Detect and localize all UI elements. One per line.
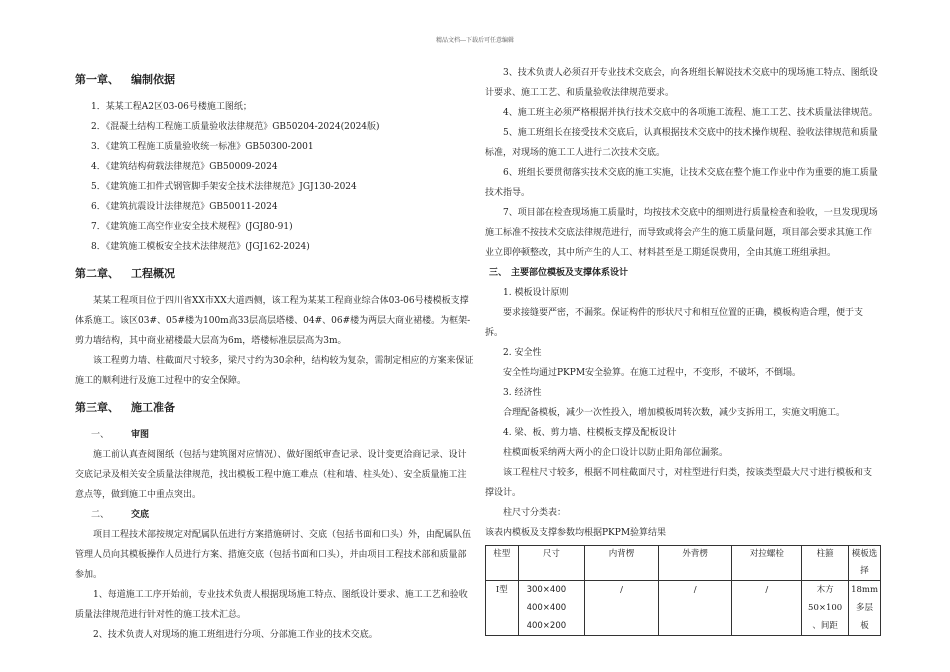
board-line: 板	[860, 621, 869, 631]
table-cell: Ⅰ型	[486, 581, 519, 636]
paragraph: 项目工程技术部按规定对配属队伍进行方案措施研讨、交底（包括书面和口头）外，由配属队伍管理人员向其模板操作人员进行方案、措施交底（包括书面和口头），并由项目工程技术部和质量部参加。	[75, 530, 472, 580]
section-number: 一、	[91, 430, 110, 440]
board-line: 18mm多层	[851, 585, 878, 613]
column-size-table	[485, 545, 881, 636]
chapter-number: 第一章、	[75, 73, 119, 86]
paragraph: 合理配备模板，减少一次性投入，增加模板周转次数，减少支拆用工，实施文明施工。	[503, 408, 846, 418]
chapter-1-heading	[75, 69, 475, 91]
table-cell	[802, 581, 849, 636]
reference-item: 7．《建筑施工高空作业安全技术规程》(JGJ80-91)	[91, 222, 293, 232]
table-cell	[849, 581, 881, 636]
left-column	[75, 63, 475, 645]
right-column	[485, 63, 880, 636]
reference-item: 3．《建筑工程施工质量验收统一标准》GB50300-2001	[91, 142, 314, 152]
hoop-line: 50×100	[808, 603, 843, 613]
section-number: 三、	[489, 268, 508, 278]
table-caption: 该表内模板及支撑参数均根据PKPM验算结果	[485, 528, 667, 538]
paragraph: 施工前认真查阅图纸（包括与建筑图对应情况）、做好图纸审查记录、设计变更洽商记录、设计交底记录及相关安全质量法律规范，找出模板工程中施工难点（柱和墙、柱头处）、安全质量施工注意点等，做到施工中重点突出。	[75, 450, 467, 500]
section-heading	[75, 425, 475, 445]
table-header-cell: 外背楞	[658, 546, 732, 581]
reference-item: 5．《建筑施工扣件式钢管脚手架安全技术法律规范》JGJ130-2024	[91, 182, 357, 192]
page-header: 精品文档---下载后可任意编辑	[435, 37, 515, 44]
reference-item: 1．某某工程A2区03-06号楼施工图纸；	[91, 102, 252, 112]
item-title: 4. 梁、板、剪力墙、柱模板支撑及配板设计	[503, 428, 677, 438]
paragraph: 3、技术负责人必须召开专业技术交底会，向各班组长解说技术交底中的现场施工特点、图纸设计要求、施工工艺、和质量验收法律规范要求。	[485, 68, 878, 98]
paragraph: 1、每道施工工序开始前，专业技术负责人根据现场施工特点、图纸设计要求、施工工艺和验收质量法律规范进行针对性的施工技术汇总。	[75, 590, 468, 620]
table-cell: /	[658, 581, 732, 636]
size-value: 300×400	[526, 585, 567, 595]
section-title: 交底	[131, 510, 150, 520]
chapter-3-heading	[75, 397, 475, 419]
hoop-line: 、间距	[812, 621, 838, 631]
size-value: 400×400	[526, 603, 567, 613]
paragraph: 2、技术负责人对现场的施工班组进行分项、分部施工作业的技术交底。	[93, 630, 378, 640]
item-title: 3. 经济性	[503, 388, 542, 398]
table-header-cell: 对拉螺栓	[732, 546, 802, 581]
paragraph: 柱尺寸分类表：	[503, 508, 567, 518]
paragraph: 柱模面板采纳两大两小的企口设计以防止阳角部位漏浆。	[503, 448, 729, 458]
table-header-cell: 模板选择	[849, 546, 881, 581]
paragraph: 4、施工班主必须严格根据并执行技术交底中的各项施工流程、施工工艺、技术质量法律规范。	[503, 108, 878, 118]
section-heading	[75, 505, 475, 525]
section-number: 二、	[91, 510, 110, 520]
size-value: 400×200	[526, 621, 567, 631]
table-cell: /	[585, 581, 659, 636]
item-title: 1. 模板设计原则	[503, 288, 569, 298]
reference-item: 4．《建筑结构荷载法律规范》GB50009-2024	[91, 162, 278, 172]
reference-item: 2．《混凝土结构工程施工质量验收法律规范》GB50204-2024(2024版)	[91, 122, 380, 132]
table-header-cell: 柱箍	[802, 546, 849, 581]
table-header-cell: 柱型	[486, 546, 519, 581]
paragraph: 该工程剪力墙、柱截面尺寸较多，梁尺寸约为30余种，结构较为复杂，需制定相应的方案来保证施工的顺利进行及施工过程中的安全保障。	[75, 356, 474, 386]
chapter-title: 施工准备	[131, 401, 175, 414]
paragraph: 5、施工班组长在接受技术交底后，认真根据技术交底中的技术操作规程、验收法律规范和质量标准，对现场的施工工人进行二次技术交底。	[485, 128, 878, 158]
table-row	[486, 581, 881, 636]
table-header-cell: 尺寸	[518, 546, 585, 581]
chapter-number: 第二章、	[75, 267, 119, 280]
reference-item: 6．《建筑抗震设计法律规范》GB50011-2024	[91, 202, 278, 212]
chapter-title: 工程概况	[131, 267, 175, 280]
table-cell: /	[732, 581, 802, 636]
section-heading	[485, 263, 880, 283]
paragraph: 7、项目部在检查现场施工质量时，均按技术交底中的细则进行质量检查和验收，一旦发现现场施工标准不按技术交底法律规范进行，而导致或将会产生的施工质量问题，项目部会要求其施工作业立即停顿整改，其中所产生的人工、材料甚至是工期延误费用，全由其施工班组承担。	[485, 208, 878, 258]
table-cell	[518, 581, 585, 636]
reference-item: 8．《建筑施工模板安全技术法律规范》(JGJ162-2024)	[91, 242, 310, 252]
paragraph: 安全性均通过PKPM安全验算。在施工过程中，不变形，不破坏，不倒塌。	[503, 368, 802, 378]
paragraph: 该工程柱尺寸较多，根据不同柱截面尺寸，对柱型进行归类，按该类型最大尺寸进行模板和支撑设计。	[485, 468, 873, 498]
paragraph: 要求接缝要严密，不漏浆。保证构件的形状尺寸和相互位置的正确，模板构造合理，便于支拆。	[485, 308, 864, 338]
table-header-row	[486, 546, 881, 581]
paragraph: 某某工程项目位于四川省XX市XX大道西侧，该工程为某某工程商业综合体03-06号楼模板支撑体系施工。该区03#、05#楼为100m高33层高层塔楼、04#、06#楼为两层大商业裙楼。为框架-剪力墙结构，其中商业裙楼最大层高为6m，塔楼标准层层高为3m。	[75, 296, 471, 346]
table-header-cell: 内背楞	[585, 546, 659, 581]
chapter-title: 编制依据	[131, 73, 175, 86]
item-title: 2. 安全性	[503, 348, 542, 358]
section-title: 主要部位模板及支撑体系设计	[511, 268, 629, 278]
chapter-2-heading	[75, 263, 475, 285]
hoop-line: 木方	[816, 585, 834, 595]
section-title: 审图	[131, 430, 150, 440]
paragraph: 6、班组长要贯彻落实技术交底的施工实施，让技术交底在整个施工作业中作为重要的施工质量技术指导。	[485, 168, 878, 198]
chapter-number: 第三章、	[75, 401, 119, 414]
